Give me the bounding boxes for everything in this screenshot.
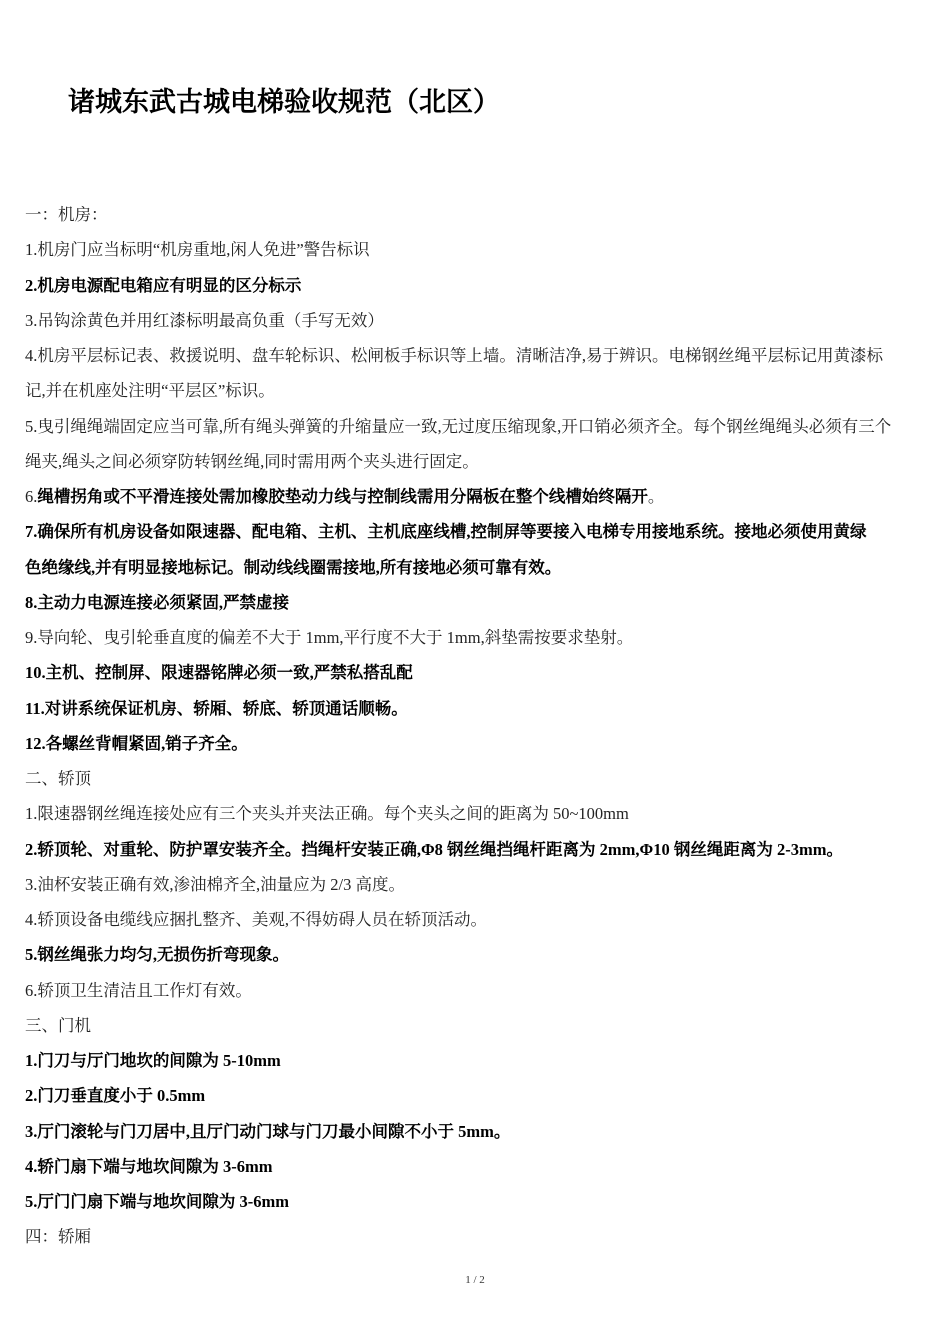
text-line: 10.主机、控制屏、限速器铭牌必须一致,严禁私搭乱配 [25,663,413,683]
text-line: 绳夹,绳头之间必须穿防转钢丝绳,同时需用两个夹头进行固定。 [25,451,479,471]
text-line: 12.各螺丝背帽紧固,销子齐全。 [25,733,248,753]
page-number: 1 / 2 [465,1274,485,1286]
text-line: 色绝缘线,并有明显接地标记。制动线线圈需接地,所有接地必须可靠有效。 [25,557,562,577]
text-line: 5.曳引绳绳端固定应当可靠,所有绳头弹簧的升缩量应一致,无过度压缩现象,开口销必须齐全。每个钢丝绳绳头必须有三个 [25,416,892,436]
text-line: 2.机房电源配电箱应有明显的区分标示 [25,275,302,295]
text-line: 4.轿门扇下端与地坎间隙为 3-6mm [25,1156,273,1176]
text-line: 3.吊钩涂黄色并用红漆标明最高负重（手写无效） [25,310,384,330]
text-line: 四：轿厢 [25,1227,91,1247]
text-line: 记,并在机座处注明“平层区”标识。 [25,381,275,401]
text-line: 5.钢丝绳张力均匀,无损伤折弯现象。 [25,945,289,965]
text-line: 7.确保所有机房设备如限速器、配电箱、主机、主机底座线槽,控制屏等要接入电梯专用接地系统。接地必须使用黄绿 [25,522,867,542]
text-line: 6.轿顶卫生清洁且工作灯有效。 [25,980,252,1000]
text-line: 1.机房门应当标明“机房重地,闲人免进”警告标识 [25,240,370,260]
text-line: 二、轿顶 [25,769,91,788]
text-line: 9.导向轮、曳引轮垂直度的偏差不大于 1mm,平行度不大于 1mm,斜垫需按要求垫射。 [25,628,634,647]
line-suffix: 。 [647,487,665,506]
text-line: 5.厅门门扇下端与地坎间隙为 3-6mm [25,1192,289,1211]
page-title: 诸城东武古城电梯验收规范（北区） [68,87,500,118]
text-line: 2.轿顶轮、对重轮、防护罩安装齐全。挡绳杆安装正确,Φ8 钢丝绳挡绳杆距离为 2mm,Φ10 钢丝绳距离为 2-3mm。 [25,839,843,859]
text-line: 4.机房平层标记表、救援说明、盘车轮标识、松闸板手标识等上墙。清晰洁净,易于辨识。电梯钢丝绳平层标记用黄漆标 [25,346,883,365]
text-line [25,479,950,514]
text-line: 一：机房： [25,205,108,224]
text-line: 3.油杯安装正确有效,渗油棉齐全,油量应为 2/3 高度。 [25,874,405,894]
text-line: 2.门刀垂直度小于 0.5mm [25,1086,206,1106]
line-prefix: 6. [25,487,38,506]
text-line: 1.限速器钢丝绳连接处应有三个夹头并夹法正确。每个夹头之间的距离为 50~100mm [25,804,629,824]
document-body [25,197,950,1255]
text-line: 11.对讲系统保证机房、轿厢、轿底、轿顶通话顺畅。 [25,698,408,718]
text-line: 4.轿顶设备电缆线应捆扎整齐、美观,不得妨碍人员在轿顶活动。 [25,910,487,929]
text-line: 8.主动力电源连接必须紧固,严禁虚接 [25,592,289,612]
text-line: 1.门刀与厅门地坎的间隙为 5-10mm [25,1051,281,1070]
line-bold-text: 绳槽拐角或不平滑连接处需加橡胶垫动力线与控制线需用分隔板在整个线槽始终隔开 [37,487,648,506]
text-line: 3.厅门滚轮与门刀居中,且厅门动门球与门刀最小间隙不小于 5mm。 [25,1121,511,1141]
text-line: 三、门机 [25,1015,91,1035]
